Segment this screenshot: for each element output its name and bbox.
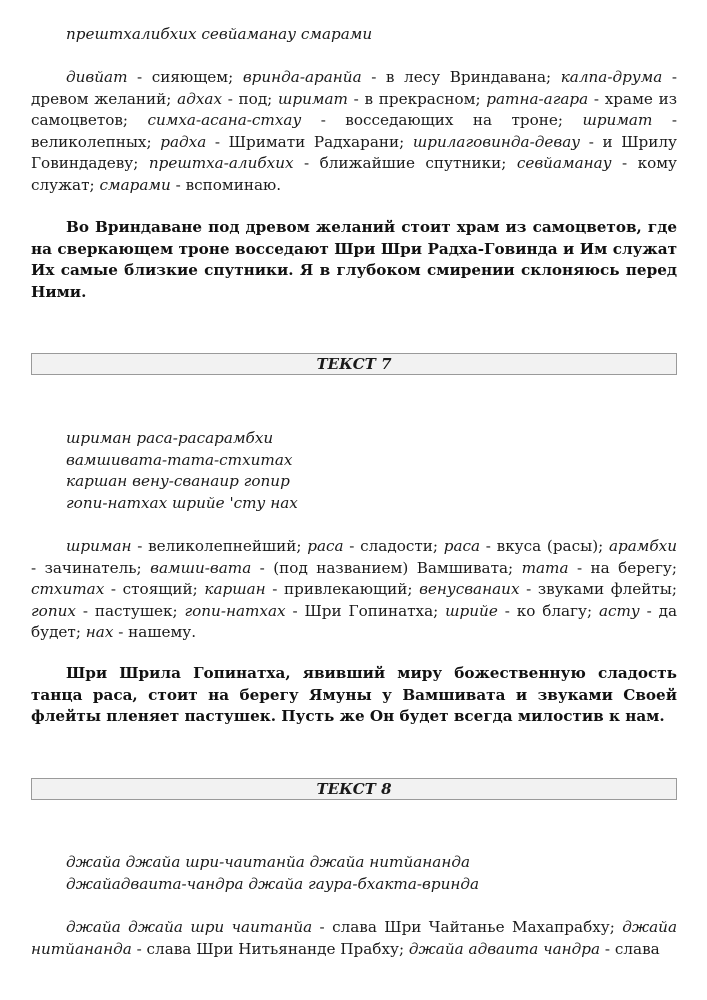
synonym-word: джайа адваита чандра — [408, 939, 601, 958]
synonym-meaning: - кому служат; — [31, 154, 677, 194]
synonym-meaning: - слава Шри Нитьянанде Прабху; — [131, 939, 409, 958]
synonym-word: стхитах — [31, 580, 105, 598]
synonym-meaning: - под; — [222, 89, 278, 108]
text-8-heading-bar — [31, 778, 677, 800]
verse-line: джайадваита-чандра джайа гаура-бхакта-вринда — [66, 874, 480, 893]
synonym-word: тата — [521, 558, 569, 577]
synonym-meaning: - восседающих на троне; — [301, 111, 583, 129]
verse-line: каршан вену-сванаир гопир — [66, 472, 290, 490]
verse-line: вамшивата-тата-стхитах — [66, 450, 293, 469]
synonym-meaning: - на берегу; — [568, 558, 677, 577]
synonym-word: дивйат — [66, 68, 128, 86]
synonym-word: шриман — [66, 537, 132, 555]
translation-paragraph: Шри Шрила Гопинатха, явивший миру божественную сладость танца раса, стоит на берегу Ямуны у Вамшивата и звуками Своей флейты пленяет пастушек. Пусть же Он будет всегда милостив к нам. — [31, 664, 677, 725]
section-heading: ТЕКСТ 7 — [31, 353, 677, 375]
synonyms-8 — [31, 917, 677, 960]
translation-paragraph: Во Вриндаване под древом желаний стоит храм из самоцветов, где на сверкающем троне восседают Шри Шри Радха-Говинда и Им служат Их самые близкие спутники. Я в глубоком смирении склоняюсь перед Ними. — [31, 218, 677, 301]
synonym-word: вринда-аранйа — [242, 68, 362, 86]
synonym-meaning: - зачинатель; — [31, 558, 151, 577]
synonym-meaning: - ко благу; — [497, 601, 599, 620]
synonym-meaning: - великолепнейший; — [131, 537, 308, 555]
synonym-meaning: - (под названием) Вамшивата; — [251, 558, 522, 577]
synonym-meaning: - слава — [600, 939, 660, 958]
section-heading: ТЕКСТ 8 — [31, 778, 677, 800]
synonyms-paragraph — [31, 536, 677, 644]
verse-line: шриман раса-расарамбхи — [66, 429, 274, 447]
verse-8 — [31, 852, 677, 895]
synonyms-paragraph — [31, 67, 677, 196]
synonym-meaning: - сияющем; — [127, 68, 243, 86]
synonym-meaning: - пастушек; — [75, 601, 185, 620]
text-7-heading-bar — [31, 353, 677, 375]
verse-line: гопи-натхах шрийе 'сту нах — [66, 493, 298, 512]
synonym-meaning: - Шри Гопинатха; — [285, 601, 446, 620]
synonyms-6 — [31, 67, 677, 196]
synonym-word: шрийе — [445, 601, 498, 620]
synonym-word: ратна-агара — [486, 89, 589, 108]
verse-6-tail — [31, 24, 677, 46]
synonym-word: калпа-друма — [560, 68, 663, 86]
synonym-meaning: - привлекающий; — [265, 580, 420, 598]
verse-line: джайа джайа шри-чаитанйа джайа нитйананда — [66, 853, 471, 871]
synonym-meaning: - звуками флейты; — [519, 580, 677, 598]
synonym-meaning: - вспоминаю. — [170, 175, 282, 194]
synonym-word: прештха-алибхих — [148, 154, 294, 172]
synonym-meaning: - храме из самоцветов; — [31, 89, 677, 129]
synonym-meaning: - в прекрасном; — [347, 89, 487, 108]
synonym-word: асту — [598, 601, 640, 620]
synonyms-paragraph — [31, 917, 677, 960]
synonym-word: нах — [85, 623, 114, 641]
synonym-word: симха-асана-стхау — [147, 111, 302, 129]
synonym-word: севйаманау — [516, 154, 612, 172]
synonym-word: радха — [160, 132, 207, 151]
synonym-word: венусванаих — [419, 580, 520, 598]
synonym-meaning: - вкуса (расы); — [480, 537, 609, 555]
synonym-word: арамбхи — [608, 537, 677, 555]
synonym-meaning: - в лесу Вриндавана; — [361, 68, 561, 86]
synonym-meaning: - великолепных; — [31, 111, 677, 151]
synonym-meaning: - древом желаний; — [31, 68, 677, 108]
synonym-word: каршан — [204, 580, 266, 598]
verse-7 — [31, 428, 677, 514]
synonym-meaning: - стоящий; — [104, 580, 205, 598]
synonym-meaning: - слава Шри Чайтанье Махапрабху; — [312, 918, 623, 936]
synonym-meaning: - Шримати Радхарани; — [206, 132, 413, 151]
synonym-meaning: - да будет; — [31, 601, 677, 641]
synonym-meaning: - и Шрилу Говиндадеву; — [31, 132, 677, 172]
synonyms-7 — [31, 536, 677, 644]
synonym-word: раса — [443, 537, 481, 555]
synonym-word: джайа нитйананда — [31, 918, 677, 958]
synonym-meaning: - сладости; — [343, 537, 444, 555]
synonym-word: смарами — [99, 175, 171, 194]
translation-7 — [31, 663, 677, 728]
synonym-word: шрилаговинда-девау — [412, 132, 581, 151]
verse-line: прештхалибхих севйаманау смарами — [66, 25, 373, 43]
synonym-word: шримат — [278, 89, 348, 108]
synonym-meaning: - ближайшие спутники; — [293, 154, 517, 172]
synonym-word: гопи-натхах — [184, 601, 286, 620]
synonym-word: раса — [307, 537, 344, 555]
synonym-word: шримат — [582, 111, 653, 129]
synonym-word: гопих — [31, 601, 76, 620]
synonym-word: адхах — [177, 89, 223, 108]
synonym-word: джайа джайа шри чаитанйа — [66, 918, 313, 936]
translation-6 — [31, 217, 677, 303]
synonym-word: вамши-вата — [150, 558, 252, 577]
synonym-meaning: - нашему. — [113, 623, 197, 641]
